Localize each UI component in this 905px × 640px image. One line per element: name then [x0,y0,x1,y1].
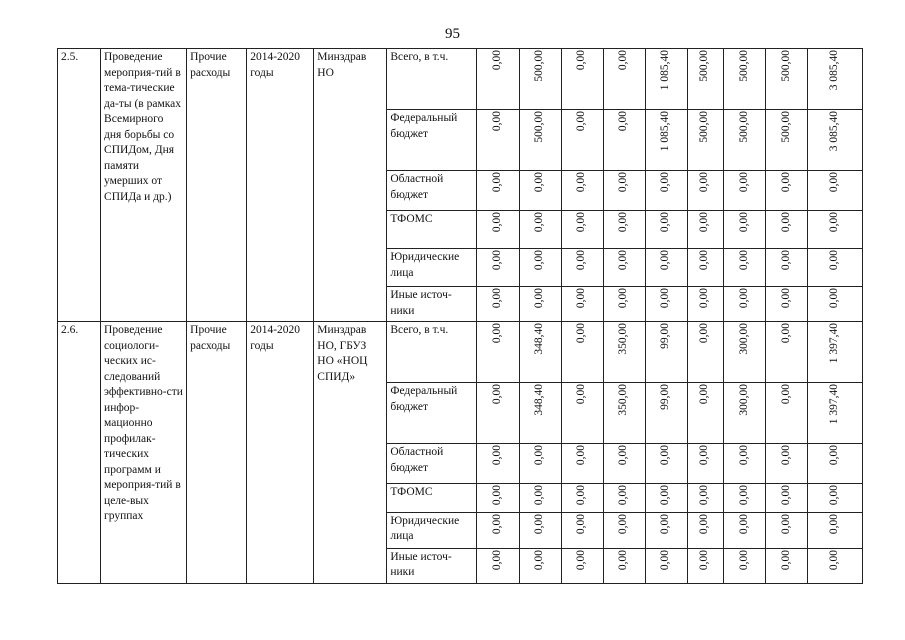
amount-value: 500,00 [779,111,792,143]
amount-cell [603,49,645,110]
amount-cell [687,512,723,548]
amount-cell [645,287,687,322]
amount-value: 0,00 [737,212,750,233]
amount-cell [477,322,519,383]
amount-cell [765,383,807,444]
amount-cell [477,383,519,444]
amount-value: 0,00 [491,288,504,309]
amount-value: 0,00 [779,250,792,271]
funding-source-label: Юридические лица [387,512,477,548]
amount-cell [807,548,862,583]
amount-cell [477,484,519,513]
amount-cell [807,484,862,513]
amount-value: 500,00 [698,50,711,82]
table-row [58,49,863,110]
amount-value: 0,00 [617,212,630,233]
funding-source-label: Федеральный бюджет [387,110,477,171]
amount-cell [765,512,807,548]
amount-cell [645,548,687,583]
amount-value: 0,00 [698,212,711,233]
amount-value: 0,00 [828,172,841,193]
page-number: 95 [445,26,460,42]
amount-value: 0,00 [779,172,792,193]
funding-source-label: Областной бюджет [387,171,477,211]
amount-cell [561,548,603,583]
amount-cell [723,110,765,171]
amount-value: 99,00 [659,384,672,410]
funding-source-label: ТФОМС [387,211,477,249]
amount-value: 350,00 [617,384,630,416]
amount-cell [723,548,765,583]
funding-source-label: Областной бюджет [387,444,477,484]
amount-cell [807,110,862,171]
amount-cell [519,444,561,484]
amount-cell [519,211,561,249]
amount-cell [477,548,519,583]
amount-cell [603,249,645,287]
amount-cell [807,512,862,548]
item-title-cell: Проведение социологи-ческих ис-следований эффективно-сти инфор-мационно профилак-тических программ и мероприя-тий в целе-вых группах [101,322,187,584]
funding-source-label: Федеральный бюджет [387,383,477,444]
item-title-cell: Проведение мероприя-тий в тема-тические да-ты (в рамках Всемирного дня борьбы со СПИДом, Дня памяти умерших от СПИДа и др.) [101,49,187,322]
funding-source-label: Всего, в т.ч. [387,322,477,383]
amount-cell [687,287,723,322]
amount-cell [645,249,687,287]
amount-value: 0,00 [698,513,711,534]
amount-value: 0,00 [828,485,841,506]
amount-cell [561,249,603,287]
amount-cell [477,249,519,287]
amount-cell [687,49,723,110]
amount-value: 1 397,40 [828,384,841,425]
amount-value: 0,00 [737,288,750,309]
amount-cell [603,287,645,322]
amount-cell [603,484,645,513]
amount-cell [477,171,519,211]
amount-value: 0,00 [659,445,672,466]
amount-value: 0,00 [617,513,630,534]
executor-cell: Минздрав НО, ГБУЗ НО «НОЦ СПИД» [314,322,387,584]
amount-value: 0,00 [828,212,841,233]
amount-cell [687,322,723,383]
amount-cell [561,383,603,444]
amount-cell [603,444,645,484]
amount-cell [687,383,723,444]
amount-cell [645,512,687,548]
amount-value: 0,00 [698,250,711,271]
amount-cell [477,49,519,110]
amount-value: 0,00 [575,288,588,309]
amount-value: 0,00 [491,323,504,344]
amount-value: 0,00 [617,549,630,570]
amount-value: 0,00 [533,445,546,466]
budget-table [57,48,863,584]
amount-cell [807,444,862,484]
amount-cell [645,171,687,211]
amount-value: 500,00 [533,111,546,143]
amount-value: 0,00 [737,172,750,193]
amount-cell [687,548,723,583]
amount-cell [519,110,561,171]
amount-value: 0,00 [575,50,588,71]
amount-cell [765,322,807,383]
amount-value: 0,00 [779,212,792,233]
amount-value: 0,00 [698,172,711,193]
amount-cell [561,171,603,211]
amount-cell [723,322,765,383]
amount-value: 500,00 [533,50,546,82]
amount-cell [687,110,723,171]
amount-value: 0,00 [575,549,588,570]
amount-value: 0,00 [575,250,588,271]
executor-cell: Минздрав НО [314,49,387,322]
funding-source-label: Иные источ-ники [387,287,477,322]
amount-cell [561,49,603,110]
amount-value: 0,00 [491,111,504,132]
amount-value: 0,00 [698,445,711,466]
amount-cell [519,171,561,211]
amount-value: 3 085,40 [828,50,841,91]
amount-value: 0,00 [533,250,546,271]
amount-value: 0,00 [491,250,504,271]
amount-cell [519,383,561,444]
period-cell: 2014-2020 годы [247,322,314,584]
amount-value: 0,00 [575,485,588,506]
amount-cell [519,49,561,110]
amount-cell [807,211,862,249]
funding-source-label: Иные источ-ники [387,548,477,583]
amount-cell [561,287,603,322]
amount-value: 0,00 [617,111,630,132]
amount-cell [561,484,603,513]
amount-cell [765,49,807,110]
amount-value: 0,00 [575,212,588,233]
amount-cell [723,49,765,110]
expense-type-cell: Прочие расходы [187,49,247,322]
amount-value: 0,00 [617,50,630,71]
amount-cell [687,171,723,211]
amount-value: 0,00 [737,485,750,506]
amount-cell [519,287,561,322]
amount-cell [519,484,561,513]
amount-cell [645,110,687,171]
amount-cell [723,444,765,484]
amount-cell [765,211,807,249]
amount-value: 0,00 [737,445,750,466]
amount-cell [477,110,519,171]
amount-value: 99,00 [659,323,672,349]
amount-cell [723,249,765,287]
amount-value: 0,00 [779,549,792,570]
amount-cell [519,512,561,548]
amount-cell [645,49,687,110]
amount-value: 0,00 [779,485,792,506]
amount-value: 0,00 [698,323,711,344]
amount-value: 0,00 [533,485,546,506]
amount-cell [765,171,807,211]
amount-cell [765,110,807,171]
amount-value: 1 085,40 [659,50,672,91]
amount-value: 0,00 [491,50,504,71]
amount-value: 300,00 [737,323,750,355]
amount-value: 0,00 [698,288,711,309]
amount-value: 0,00 [533,549,546,570]
amount-value: 0,00 [491,212,504,233]
amount-cell [723,512,765,548]
amount-value: 0,00 [659,250,672,271]
amount-cell [807,322,862,383]
amount-value: 0,00 [575,513,588,534]
funding-source-label: ТФОМС [387,484,477,513]
item-number-cell: 2.6. [58,322,101,584]
amount-value: 0,00 [617,250,630,271]
amount-value: 0,00 [617,288,630,309]
amount-cell [603,512,645,548]
amount-value: 0,00 [659,212,672,233]
amount-value: 0,00 [659,485,672,506]
amount-cell [765,287,807,322]
amount-value: 0,00 [659,549,672,570]
amount-value: 0,00 [533,212,546,233]
amount-value: 0,00 [779,323,792,344]
amount-value: 0,00 [779,288,792,309]
amount-cell [723,287,765,322]
amount-value: 0,00 [779,384,792,405]
amount-cell [603,211,645,249]
amount-value: 0,00 [659,288,672,309]
amount-cell [807,383,862,444]
amount-value: 0,00 [533,288,546,309]
amount-value: 0,00 [575,323,588,344]
amount-value: 0,00 [698,549,711,570]
amount-value: 0,00 [737,549,750,570]
amount-value: 0,00 [491,485,504,506]
amount-value: 0,00 [779,513,792,534]
amount-value: 0,00 [828,250,841,271]
amount-value: 0,00 [533,172,546,193]
amount-value: 0,00 [779,445,792,466]
amount-value: 0,00 [575,111,588,132]
amount-cell [603,171,645,211]
amount-cell [765,444,807,484]
amount-cell [561,110,603,171]
amount-cell [561,211,603,249]
amount-cell [519,548,561,583]
amount-cell [603,322,645,383]
amount-cell [477,287,519,322]
amount-value: 1 397,40 [828,323,841,364]
amount-cell [561,444,603,484]
amount-value: 0,00 [698,384,711,405]
amount-cell [477,512,519,548]
amount-cell [561,512,603,548]
amount-value: 0,00 [828,288,841,309]
amount-cell [519,249,561,287]
amount-cell [765,484,807,513]
amount-value: 0,00 [617,172,630,193]
amount-cell [561,322,603,383]
amount-cell [603,548,645,583]
amount-cell [765,249,807,287]
amount-cell [645,444,687,484]
amount-cell [723,171,765,211]
amount-value: 0,00 [828,549,841,570]
amount-cell [645,383,687,444]
amount-value: 0,00 [533,513,546,534]
amount-value: 348,40 [533,323,546,355]
amount-cell [807,287,862,322]
amount-cell [765,548,807,583]
expense-type-cell: Прочие расходы [187,322,247,584]
amount-cell [519,322,561,383]
amount-value: 500,00 [737,111,750,143]
amount-value: 350,00 [617,323,630,355]
amount-value: 0,00 [575,384,588,405]
item-number-cell: 2.5. [58,49,101,322]
amount-value: 1 085,40 [659,111,672,152]
amount-value: 0,00 [491,445,504,466]
amount-cell [687,444,723,484]
amount-value: 0,00 [491,384,504,405]
amount-value: 0,00 [491,513,504,534]
amount-cell [723,383,765,444]
amount-value: 0,00 [617,485,630,506]
amount-cell [723,211,765,249]
amount-value: 0,00 [698,485,711,506]
funding-source-label: Всего, в т.ч. [387,49,477,110]
amount-value: 0,00 [575,172,588,193]
amount-value: 500,00 [698,111,711,143]
amount-value: 0,00 [617,445,630,466]
amount-value: 0,00 [737,250,750,271]
amount-cell [645,484,687,513]
amount-cell [807,171,862,211]
funding-source-label: Юридические лица [387,249,477,287]
amount-cell [687,249,723,287]
amount-value: 0,00 [491,549,504,570]
amount-value: 0,00 [828,513,841,534]
amount-cell [807,249,862,287]
amount-cell [645,211,687,249]
amount-value: 0,00 [659,513,672,534]
amount-value: 0,00 [491,172,504,193]
amount-value: 500,00 [779,50,792,82]
amount-cell [477,211,519,249]
amount-cell [807,49,862,110]
amount-cell [603,110,645,171]
amount-value: 0,00 [828,445,841,466]
amount-value: 0,00 [659,172,672,193]
period-cell: 2014-2020 годы [247,49,314,322]
amount-value: 348,40 [533,384,546,416]
amount-cell [687,484,723,513]
amount-cell [477,444,519,484]
amount-cell [645,322,687,383]
amount-value: 500,00 [737,50,750,82]
amount-cell [723,484,765,513]
amount-cell [603,383,645,444]
amount-cell [687,211,723,249]
amount-value: 300,00 [737,384,750,416]
amount-value: 0,00 [575,445,588,466]
amount-value: 0,00 [737,513,750,534]
table-row [58,322,863,383]
amount-value: 3 085,40 [828,111,841,152]
